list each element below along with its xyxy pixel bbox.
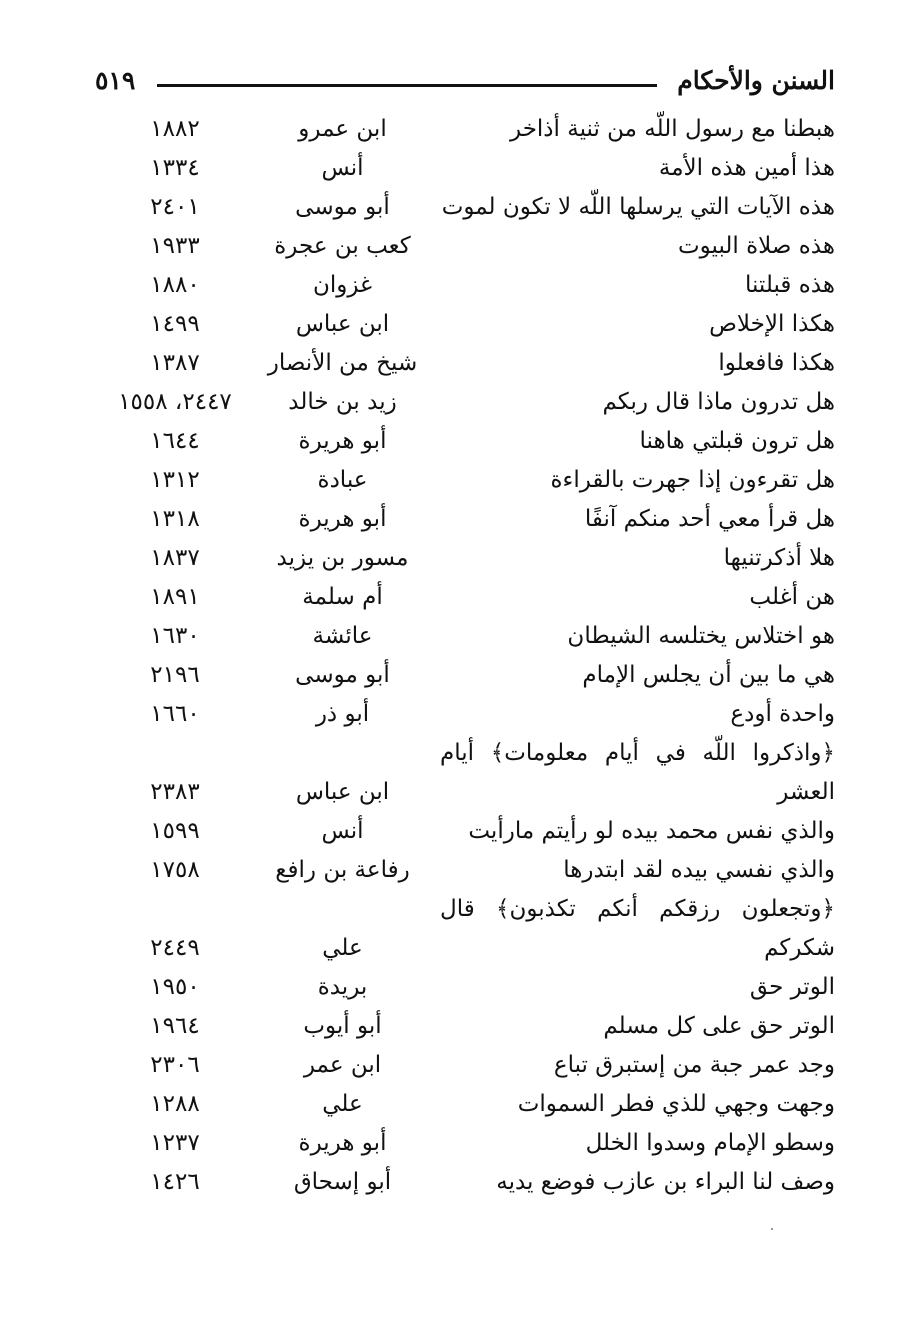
narrator-name: عبادة bbox=[317, 467, 368, 493]
page-header bbox=[95, 62, 835, 102]
index-row bbox=[95, 890, 835, 968]
hadith-text: هي ما بين أن يجلس الإمام bbox=[582, 662, 835, 688]
narrator-name: أبو أيوب bbox=[303, 1013, 382, 1039]
narrator-name: أبو هريرة bbox=[298, 428, 387, 454]
hadith-text: هل تدرون ماذا قال ربكم bbox=[602, 389, 835, 415]
index-row bbox=[95, 1046, 835, 1085]
index-row bbox=[95, 422, 835, 461]
reference-number: ١٥٩٩ bbox=[150, 818, 200, 844]
index-row bbox=[95, 188, 835, 227]
hadith-text: وسطو الإمام وسدوا الخلل bbox=[585, 1130, 835, 1156]
reference-number: ٢٣٠٦ bbox=[150, 1052, 200, 1078]
hadith-text: ﴿واذكروا اللّه في أيام معلومات﴾ أيام العشر bbox=[440, 740, 835, 805]
reference-number: ١٨٣٧ bbox=[150, 545, 200, 571]
index-row bbox=[95, 812, 835, 851]
index-row bbox=[95, 1007, 835, 1046]
reference-number: ١٨٨٢ bbox=[150, 116, 200, 142]
hadith-text: هذه الآيات التي يرسلها اللّه لا تكون لموت bbox=[441, 194, 835, 220]
index-row bbox=[95, 383, 835, 422]
hadith-text: هل تقرءون إذا جهرت بالقراءة bbox=[550, 467, 835, 493]
reference-number: ٢٤٠١ bbox=[150, 194, 200, 220]
reference-number: ٢٤٤٧، ١٥٥٨ bbox=[118, 389, 232, 415]
reference-number: ١٢٣٧ bbox=[150, 1130, 200, 1156]
index-row bbox=[95, 968, 835, 1007]
index-row bbox=[95, 578, 835, 617]
index-row bbox=[95, 500, 835, 539]
index-row bbox=[95, 461, 835, 500]
reference-number: ١٣١٨ bbox=[150, 506, 200, 532]
index-row bbox=[95, 149, 835, 188]
reference-number: ١٤٩٩ bbox=[150, 311, 200, 337]
narrator-name: أم سلمة bbox=[302, 584, 383, 610]
index-row bbox=[95, 617, 835, 656]
hadith-text: هل قرأ معي أحد منكم آنفًا bbox=[584, 506, 835, 532]
reference-number: ١٩٥٠ bbox=[150, 974, 200, 1000]
index-row bbox=[95, 851, 835, 890]
index-row bbox=[95, 344, 835, 383]
reference-number: ١٦٣٠ bbox=[150, 623, 200, 649]
narrator-name: أبو موسى bbox=[295, 194, 390, 220]
hadith-text: والذي نفسي بيده لقد ابتدرها bbox=[563, 857, 835, 883]
narrator-name: مسور بن يزيد bbox=[276, 545, 409, 571]
narrator-name: ابن عباس bbox=[295, 311, 390, 337]
hadith-text: وجد عمر جبة من إستبرق تباع bbox=[553, 1052, 835, 1078]
narrator-name: ابن عباس bbox=[295, 779, 390, 805]
reference-number: ١٦٤٤ bbox=[150, 428, 200, 454]
narrator-name: أبو هريرة bbox=[298, 506, 387, 532]
reference-number: ٢١٩٦ bbox=[150, 662, 200, 688]
narrator-name: كعب بن عجرة bbox=[274, 233, 411, 259]
hadith-text: هكذا الإخلاص bbox=[709, 311, 835, 337]
page-number: ٥١٩ bbox=[95, 66, 136, 95]
hadith-text: وجهت وجهي للذي فطر السموات bbox=[517, 1091, 835, 1117]
reference-number: ١٣٨٧ bbox=[150, 350, 200, 376]
hadith-text: وصف لنا البراء بن عازب فوضع يديه bbox=[496, 1169, 835, 1195]
hadith-text: والذي نفس محمد بيده لو رأيتم مارأيت bbox=[468, 818, 835, 844]
index-row bbox=[95, 1085, 835, 1124]
index-list bbox=[95, 110, 835, 1202]
hadith-text: هبطنا مع رسول اللّه من ثنية أذاخر bbox=[510, 116, 835, 142]
reference-number: ٢٣٨٣ bbox=[150, 779, 200, 805]
reference-number: ١٤٢٦ bbox=[150, 1169, 200, 1195]
hadith-text: ﴿وتجعلون رزقكم أنكم تكذبون﴾ قال شكركم bbox=[440, 896, 835, 961]
reference-number: ١٢٨٨ bbox=[150, 1091, 200, 1117]
reference-number: ١٨٩١ bbox=[150, 584, 200, 610]
hadith-text: هو اختلاس يختلسه الشيطان bbox=[567, 623, 835, 649]
hadith-text: هذا أمين هذه الأمة bbox=[658, 155, 835, 181]
index-row bbox=[95, 1124, 835, 1163]
narrator-name: عائشة bbox=[312, 623, 373, 649]
hadith-text: هذه قبلتنا bbox=[744, 272, 835, 298]
index-row bbox=[95, 734, 835, 812]
narrator-name: غزوان bbox=[312, 272, 373, 298]
index-row bbox=[95, 227, 835, 266]
hadith-text: الوتر حق bbox=[749, 974, 835, 1000]
hadith-text: هل ترون قبلتي هاهنا bbox=[639, 428, 835, 454]
reference-number: ١٣٣٤ bbox=[150, 155, 200, 181]
narrator-name: أنس bbox=[321, 155, 364, 181]
narrator-name: أبو هريرة bbox=[298, 1130, 387, 1156]
hadith-text: هن أغلب bbox=[749, 584, 835, 610]
index-row bbox=[95, 266, 835, 305]
index-row bbox=[95, 1163, 835, 1202]
narrator-name: ابن عمر bbox=[303, 1052, 382, 1078]
hadith-text: واحدة أودع bbox=[730, 701, 835, 727]
reference-number: ١٩٦٤ bbox=[150, 1013, 200, 1039]
narrator-name: رفاعة بن رافع bbox=[275, 857, 410, 883]
hadith-text: هكذا فافعلوا bbox=[718, 350, 835, 376]
narrator-name: شيخ من الأنصار bbox=[267, 350, 418, 376]
hadith-text: الوتر حق على كل مسلم bbox=[603, 1013, 835, 1039]
index-row bbox=[95, 539, 835, 578]
reference-number: ١٨٨٠ bbox=[150, 272, 200, 298]
narrator-name: علي bbox=[322, 1091, 363, 1117]
narrator-name: أبو ذر bbox=[315, 701, 370, 727]
reference-number: ١٧٥٨ bbox=[150, 857, 200, 883]
index-row bbox=[95, 305, 835, 344]
index-row bbox=[95, 695, 835, 734]
narrator-name: بريدة bbox=[317, 974, 368, 1000]
header-rule bbox=[157, 84, 657, 87]
hadith-text: هلا أذكرتنيها bbox=[723, 545, 835, 571]
reference-number: ١٦٦٠ bbox=[150, 701, 200, 727]
narrator-name: علي bbox=[322, 935, 363, 961]
narrator-name: أبو إسحاق bbox=[293, 1169, 392, 1195]
reference-number: ١٣١٢ bbox=[150, 467, 200, 493]
running-title: السنن والأحكام bbox=[677, 66, 835, 95]
index-row bbox=[95, 110, 835, 149]
page-speck bbox=[771, 1228, 773, 1230]
reference-number: ٢٤٤٩ bbox=[150, 935, 200, 961]
narrator-name: أبو موسى bbox=[295, 662, 390, 688]
index-row bbox=[95, 656, 835, 695]
narrator-name: أنس bbox=[321, 818, 364, 844]
hadith-text: هذه صلاة البيوت bbox=[678, 233, 835, 259]
narrator-name: زيد بن خالد bbox=[288, 389, 397, 415]
reference-number: ١٩٣٣ bbox=[150, 233, 200, 259]
narrator-name: ابن عمرو bbox=[298, 116, 387, 142]
